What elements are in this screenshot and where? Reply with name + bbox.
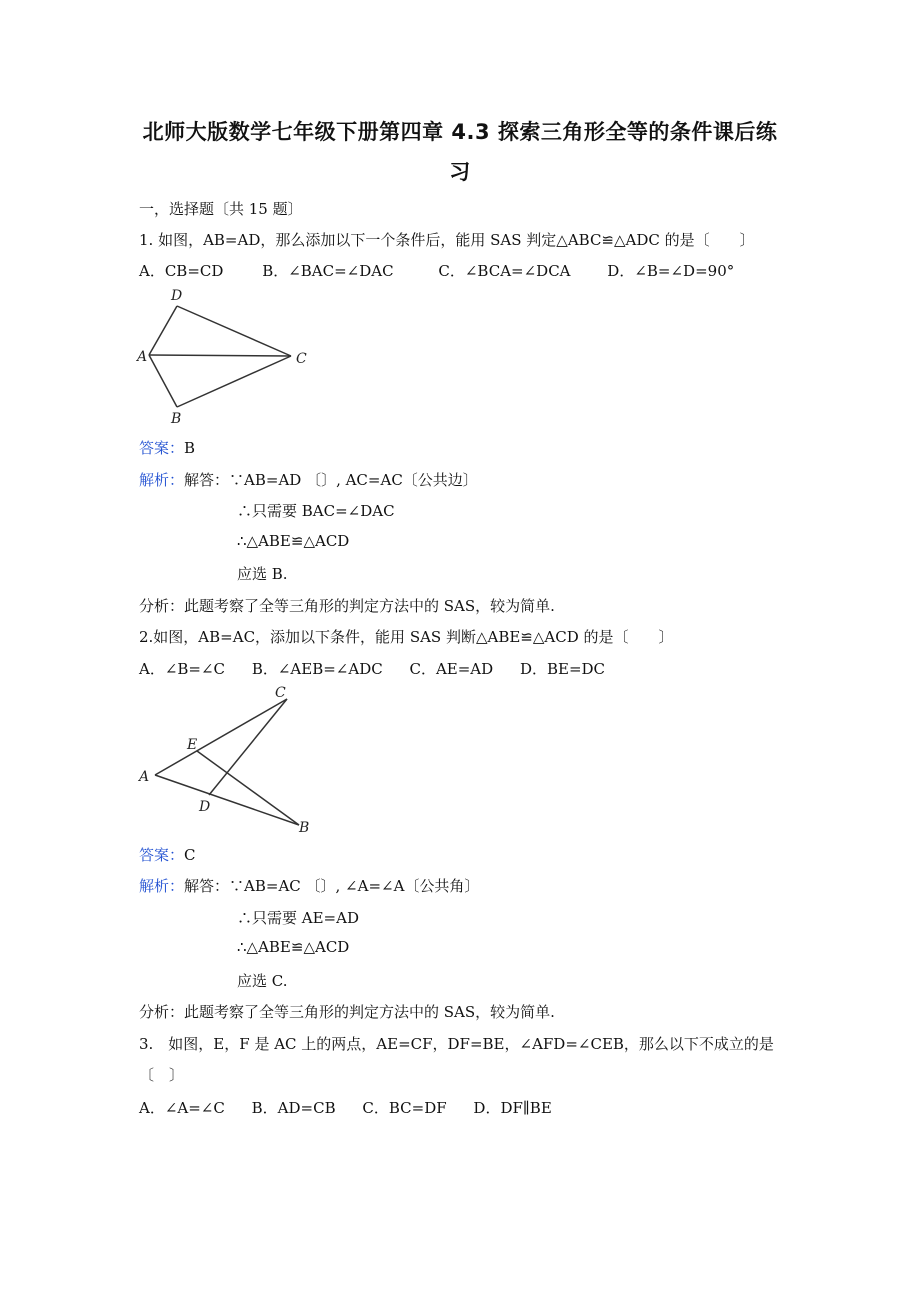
q1-label-c: C bbox=[296, 351, 307, 367]
q1-option-a: A．CB=CD bbox=[139, 262, 224, 280]
q1-solution-1 bbox=[139, 469, 478, 490]
q1-label-d: D bbox=[171, 288, 183, 304]
title-line-1: 北师大版数学七年级下册第四章 4.3 探索三角形全等的条件课后练 bbox=[142, 120, 778, 144]
q1-segment-ab bbox=[149, 355, 177, 407]
q3-options bbox=[139, 1097, 580, 1118]
q1-solution-3: ∴△ABE≌△ACD bbox=[237, 532, 350, 550]
q2-solution-4: 应选 C. bbox=[237, 972, 288, 990]
q2-segment-dc bbox=[209, 699, 287, 795]
q2-label-c: C bbox=[275, 685, 286, 701]
q2-solution-2: ∴只需要 AE=AD bbox=[237, 909, 359, 927]
q2-segment-ac bbox=[155, 699, 287, 775]
q3-option-b: B．AD=CB bbox=[251, 1099, 336, 1117]
q2-answer-label: 答案： bbox=[139, 846, 185, 864]
q1-option-b: B．∠BAC=∠DAC bbox=[262, 262, 394, 280]
q2-solution-3: ∴△ABE≌△ACD bbox=[237, 938, 350, 956]
q3-option-c: C．BC=DF bbox=[362, 1099, 447, 1117]
q1-segment-ac bbox=[149, 355, 291, 356]
q2-option-a: A．∠B=∠C bbox=[139, 660, 226, 678]
q2-segment-eb bbox=[197, 751, 299, 825]
q1-answer-value: B bbox=[184, 439, 196, 457]
q2-label-d: D bbox=[199, 799, 211, 815]
q1-label-a: A bbox=[137, 349, 148, 365]
q1-label-b: B bbox=[171, 411, 182, 427]
q2-comment: 分析：此题考察了全等三角形的判定方法中的 SAS，较为简单. bbox=[139, 1003, 555, 1021]
q2-solution-1 bbox=[139, 875, 479, 896]
q1-options bbox=[139, 260, 762, 281]
q2-label-b: B bbox=[299, 820, 310, 836]
q3-stem-line-1: 3. 如图，E，F 是 AC 上的两点，AE=CF，DF=BE，∠AFD=∠CEB，那么以下不成立的是 bbox=[139, 1035, 774, 1053]
q1-answer bbox=[139, 437, 195, 458]
title-line-2: 习 bbox=[449, 160, 471, 184]
q1-segment-bc bbox=[177, 356, 291, 407]
q2-option-b: B．∠AEB=∠ADC bbox=[251, 660, 383, 678]
q1-solution-2: ∴只需要 BAC=∠DAC bbox=[237, 502, 395, 520]
q1-solution-text-1: 解答：∵AB=AD 〔〕, AC=AC〔公共边〕 bbox=[184, 471, 478, 489]
q2-segment-ab bbox=[155, 775, 299, 825]
q1-solution-4: 应选 B. bbox=[237, 565, 288, 583]
q1-comment: 分析：此题考察了全等三角形的判定方法中的 SAS，较为简单. bbox=[139, 597, 555, 615]
q3-option-a: A．∠A=∠C bbox=[139, 1099, 225, 1117]
q2-option-c: C．AE=AD bbox=[409, 660, 494, 678]
q2-solution-text-1: 解答：∵AB=AC 〔〕, ∠A=∠A〔公共角〕 bbox=[184, 877, 480, 895]
q3-option-d: D．DF∥BE bbox=[473, 1099, 552, 1117]
q2-label-e: E bbox=[187, 737, 198, 753]
section-heading: 一，选择题〔共 15 题〕 bbox=[139, 200, 303, 218]
q2-answer-value: C bbox=[184, 846, 196, 864]
q2-analysis-label: 解析： bbox=[139, 877, 185, 895]
q1-stem: 1. 如图，AB=AD，那么添加以下一个条件后，能用 SAS 判定△ABC≌△ADC 的是〔 〕 bbox=[139, 231, 755, 249]
q2-option-d: D．BE=DC bbox=[519, 660, 606, 678]
q2-stem: 2.如图，AB=AC，添加以下条件，能用 SAS 判断△ABE≌△ACD 的是〔 〕 bbox=[139, 628, 674, 646]
q1-segment-dc bbox=[177, 306, 291, 356]
q2-label-a: A bbox=[139, 769, 150, 785]
q1-option-c: C．∠BCA=∠DCA bbox=[438, 262, 571, 280]
q2-options bbox=[139, 658, 633, 679]
q3-stem-line-2: 〔 〕 bbox=[139, 1066, 185, 1084]
q2-figure bbox=[135, 683, 320, 838]
q1-analysis-label: 解析： bbox=[139, 471, 185, 489]
q1-segment-ad bbox=[149, 306, 177, 355]
q1-option-d: D．∠B=∠D=90° bbox=[607, 262, 735, 280]
q1-figure bbox=[135, 285, 315, 430]
q1-answer-label: 答案： bbox=[139, 439, 185, 457]
q2-answer bbox=[139, 844, 196, 865]
